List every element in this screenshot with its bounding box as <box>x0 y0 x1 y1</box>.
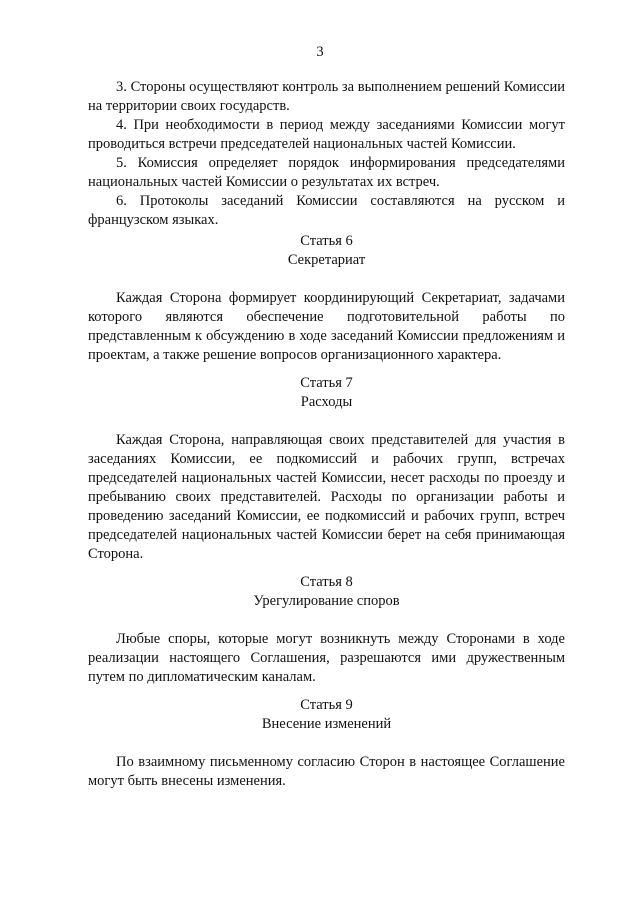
article-text: Любые споры, которые могут возникнуть между Сторонами в ходе реализации настоящего Соглашения, разрешаются ими дружественным путем по дипломатическим каналам. <box>88 631 565 685</box>
article-text: По взаимному письменному согласию Сторон в настоящее Соглашение могут быть внесены изменения. <box>88 754 565 789</box>
paragraph-6: 6. Протоколы заседаний Комиссии составляются на русском и французском языках. <box>88 193 565 228</box>
article-title: Статья 8 <box>300 574 353 590</box>
article-6 <box>88 232 565 365</box>
article-subtitle: Секретариат <box>287 252 366 268</box>
article-title: Статья 9 <box>300 697 353 713</box>
article-7 <box>88 374 565 564</box>
article-title: Статья 6 <box>300 233 353 249</box>
article-subtitle: Расходы <box>300 394 353 410</box>
paragraph-4: 4. При необходимости в период между заседаниями Комиссии могут проводиться встречи председателей национальных частей Комиссии. <box>88 117 565 152</box>
article-title: Статья 7 <box>300 375 353 391</box>
paragraph-5: 5. Комиссия определяет порядок информирования председателями национальных частей Комиссии о результатах их встреч. <box>88 155 565 190</box>
article-text: Каждая Сторона формирует координирующий Секретариат, задачами которого являются обеспечение подготовительной работы по представленным к обсуждению в ходе заседаний Комиссии предложениям и проектам, а также решение вопросов организационного характера. <box>88 290 565 363</box>
article-subtitle: Урегулирование споров <box>253 593 400 609</box>
page-number: 3 <box>316 44 324 60</box>
paragraph-3: 3. Стороны осуществляют контроль за выполнением решений Комиссии на территории своих государств. <box>88 79 565 114</box>
article-8 <box>88 573 565 687</box>
article-subtitle: Внесение изменений <box>261 716 392 732</box>
article-text: Каждая Сторона, направляющая своих представителей для участия в заседаниях Комиссии, ее подкомиссий и рабочих групп, встречах председателей национальных частей Комиссии, несет расходы по проезду и пребыванию своих представителей. Расходы по организации работы и проведению заседаний Комиссии, ее подкомиссий и рабочих групп, встреч председателей национальных частей Комиссии берет на себя принимающая Сторона. <box>88 432 565 562</box>
document-body <box>88 78 565 791</box>
article-9 <box>88 696 565 791</box>
